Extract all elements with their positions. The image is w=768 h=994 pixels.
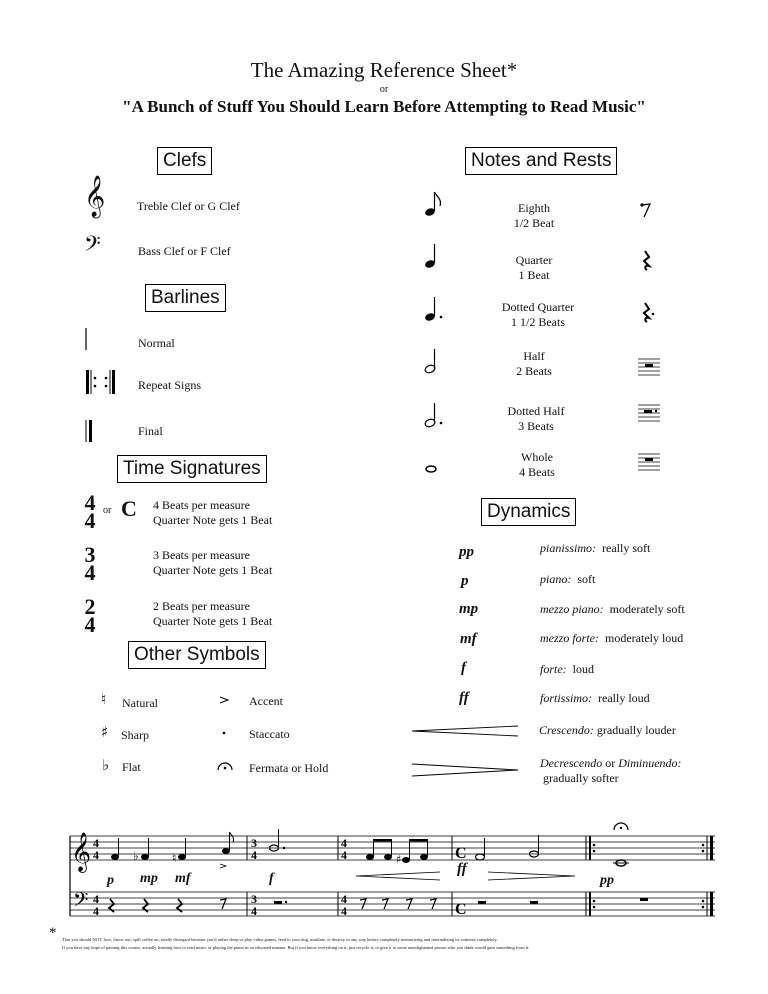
footnote-line-1: That you should NOT: lose, throw out, spill coffee on, totally disregard because you'd rather sleep or play video games, feed to your dog, mutilate, or destroy in any way before completely memorizing and internalizing its contents completely. (62, 937, 498, 942)
svg-text:4: 4 (93, 836, 99, 850)
footnote-line-2: If you have any hope of passing this course, actually learning how to read music or playing the piano in an educated manner. But if you know everything on it, just recycle it, or give it to some unenlightened person who you think would gain something from it. (62, 945, 530, 950)
crescendo-desc: Crescendo: gradually louder (539, 723, 676, 737)
clefs-heading: Clefs (157, 147, 212, 175)
score-treble-clef-icon: 𝄞 (71, 832, 92, 872)
barline-normal-label: Normal (138, 336, 175, 350)
flat-label: Flat (122, 760, 141, 774)
sharp-icon: ♯ (101, 723, 109, 741)
articulation-icons (214, 690, 244, 780)
dynamic-desc-ff: fortissimo: really loud (540, 691, 650, 705)
dynamic-mark-p: p (461, 573, 469, 589)
score-bass-clef-icon: 𝄢 (73, 888, 89, 916)
svg-text:4: 4 (341, 904, 347, 918)
footnote-star: * (49, 925, 57, 941)
eighth-rest-icon (640, 203, 650, 217)
whole-note-icon (426, 466, 436, 472)
svg-text:4: 4 (251, 904, 257, 918)
whole-label: Whole 4 Beats (519, 450, 555, 479)
dotted-quarter-note-icon (424, 297, 442, 322)
svg-text:3: 3 (251, 892, 257, 906)
time-sig-3-4: 3 4 (84, 542, 96, 585)
bass-staff (70, 892, 715, 916)
treble-clef-label: Treble Clef or G Clef (137, 199, 240, 213)
score-dyn-mf: mf (175, 871, 191, 886)
time-sig-4-4: 4 4 (84, 490, 96, 533)
final-barline-bass (710, 892, 713, 916)
svg-text:4: 4 (251, 848, 257, 862)
time-sig-4-4-desc: 4 Beats per measure Quarter Note gets 1 Beat (153, 498, 273, 527)
title-or: or (379, 84, 389, 95)
dotted-quarter-label: Dotted Quarter 1 1/2 Beats (501, 300, 575, 329)
svg-text:4: 4 (93, 848, 99, 862)
dotted-quarter-rest-icon (644, 303, 654, 322)
whole-rest-icon (638, 454, 660, 470)
rest-icons (632, 195, 664, 480)
sharp-label: Sharp (121, 728, 149, 742)
fermata-icon (218, 763, 232, 770)
svg-text:4: 4 (93, 892, 99, 906)
time-sig-2-4-desc: 2 Beats per measure Quarter Note gets 1 Beat (153, 599, 273, 628)
half-rest-icon (638, 359, 660, 375)
other-symbols-heading: Other Symbols (128, 641, 266, 669)
barline-final-label: Final (138, 424, 163, 438)
treble-clef-icon: 𝄞 (84, 176, 106, 217)
dynamic-desc-p: piano: soft (540, 572, 596, 586)
barline-icons (80, 324, 130, 444)
dynamic-mark-pp: pp (459, 544, 474, 560)
svg-text:C: C (455, 901, 467, 918)
natural-label: Natural (122, 696, 158, 710)
crescendo-icon (412, 726, 518, 736)
half-label: Half 2 Beats (516, 349, 552, 378)
dynamic-mark-mp: mp (459, 601, 479, 617)
barline-repeat-label: Repeat Signs (138, 378, 201, 392)
score-dyn-ff: ff (457, 861, 467, 877)
dotted-half-label: Dotted Half 3 Beats (507, 404, 565, 433)
svg-text:4: 4 (341, 848, 347, 862)
staccato-label: Staccato (249, 727, 290, 741)
time-sig-or: or (103, 505, 112, 516)
fermata-label: Fermata or Hold (249, 761, 329, 775)
bass-clef-label: Bass Clef or F Clef (138, 244, 231, 258)
staccato-icon (223, 732, 226, 735)
score-notes (111, 823, 629, 868)
dynamic-desc-mf: mezzo forte: moderately loud (540, 631, 684, 645)
svg-text:C: C (455, 845, 467, 862)
svg-text:4: 4 (93, 904, 99, 918)
decrescendo-desc: Decrescendo or Diminuendo: gradually softer (540, 756, 682, 785)
quarter-label: Quarter 1 Beat (515, 253, 553, 282)
natural-icon: ♮ (101, 690, 107, 708)
dynamic-desc-mp: mezzo piano: moderately soft (540, 602, 685, 616)
eighth-note-icon (424, 192, 440, 217)
time-sig-2-4: 2 4 (84, 594, 96, 637)
page-title: The Amazing Reference Sheet* (250, 58, 518, 82)
score-dyn-p: p (107, 873, 114, 888)
accent-icon (220, 697, 228, 703)
dynamic-desc-pp: pianissimo: really soft (540, 541, 651, 555)
dynamic-mark-f: f (461, 660, 466, 676)
flat-icon: ♭ (102, 756, 110, 774)
final-barline-icon (86, 420, 92, 442)
dynamic-mark-mf: mf (460, 631, 477, 647)
quarter-note-icon (424, 244, 436, 269)
dynamic-mark-ff: ff (459, 690, 469, 706)
barlines-heading: Barlines (145, 284, 226, 312)
example-grand-staff (60, 820, 720, 926)
svg-text:4: 4 (341, 892, 347, 906)
note-icons (420, 185, 450, 485)
svg-text:♭: ♭ (133, 849, 139, 863)
final-barline-treble (710, 836, 713, 860)
half-note-icon (424, 349, 436, 374)
notes-rests-heading: Notes and Rests (465, 147, 617, 175)
score-dyn-f: f (269, 871, 274, 886)
repeat-signs-icon (86, 370, 115, 394)
dotted-half-rest-icon (638, 405, 660, 421)
score-dyn-mp: mp (140, 871, 158, 886)
time-signatures-heading: Time Signatures (117, 455, 267, 483)
dynamics-heading: Dynamics (481, 498, 576, 526)
dynamic-desc-f: forte: loud (540, 662, 595, 676)
svg-text:3: 3 (251, 836, 257, 850)
score-dyn-pp: pp (600, 873, 614, 888)
treble-staff (70, 836, 715, 860)
common-time-icon: C (121, 496, 137, 521)
hairpin-icons (405, 720, 525, 780)
dotted-half-note-icon (424, 403, 442, 428)
svg-text:♮: ♮ (172, 851, 177, 865)
accent-label: Accent (249, 694, 283, 708)
eighth-label: Eighth 1/2 Beat (513, 201, 555, 230)
page-subtitle: "A Bunch of Stuff You Should Learn Before Attempting to Read Music" (122, 97, 646, 116)
bass-clef-icon: 𝄢 (84, 232, 101, 262)
svg-text:4: 4 (341, 836, 347, 850)
quarter-rest-icon (644, 251, 649, 270)
time-sig-3-4-desc: 3 Beats per measure Quarter Note gets 1 Beat (153, 548, 273, 577)
svg-text:♯: ♯ (396, 853, 402, 866)
decrescendo-icon (412, 764, 518, 776)
